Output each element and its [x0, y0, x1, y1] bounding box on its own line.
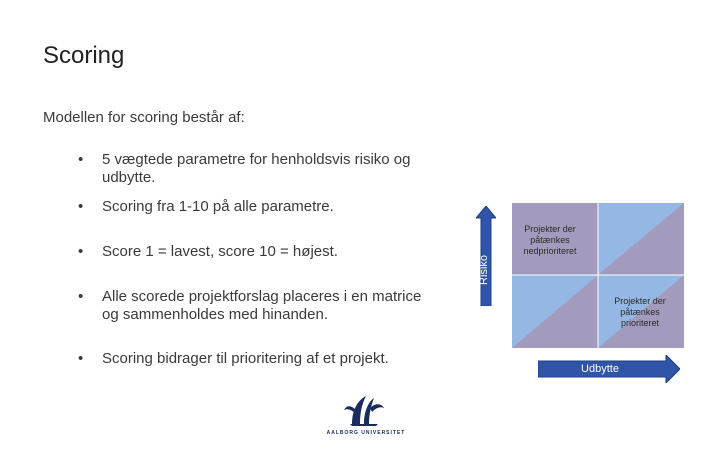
bullet-text: 5 vægtede parametre for henholdsvis risiko og udbytte. [102, 151, 411, 186]
bullet-text: Alle scorede projektforslag placeres i en matrice og sammenholdes med hinanden. [102, 288, 422, 323]
quadrant-prioritized-text: Projekter der påtænkes prioriteret [614, 296, 666, 328]
bullet-text: Scoring fra 1-10 på alle parametre. [102, 198, 334, 215]
intro-text: Modellen for scoring består af: [43, 109, 245, 126]
bullet-item [78, 288, 428, 324]
bullet-text: Scoring bidrager til prioritering af et projekt. [102, 350, 389, 367]
bullet-text: Score 1 = lavest, score 10 = højest. [102, 243, 338, 260]
bullet-marker: • [78, 243, 84, 260]
bullet-item [78, 350, 468, 368]
benefit-axis-label: Udbytte [581, 363, 619, 375]
risk-label-text: Risiko [478, 255, 491, 285]
slide-title: Scoring [43, 42, 125, 69]
bullet-marker: • [78, 350, 84, 367]
bullet-marker: • [78, 151, 84, 168]
bullet-marker: • [78, 288, 84, 305]
logo-wordmark: AALBORG UNIVERSITET [326, 430, 406, 436]
quadrant-deprioritized-text: Projekter der påtænkes nedprioriteret [523, 224, 577, 256]
bullet-item [78, 198, 468, 216]
bullet-marker: • [78, 198, 84, 215]
bullet-item [78, 243, 468, 261]
bullet-item [78, 151, 468, 187]
risk-axis-label [472, 240, 496, 300]
